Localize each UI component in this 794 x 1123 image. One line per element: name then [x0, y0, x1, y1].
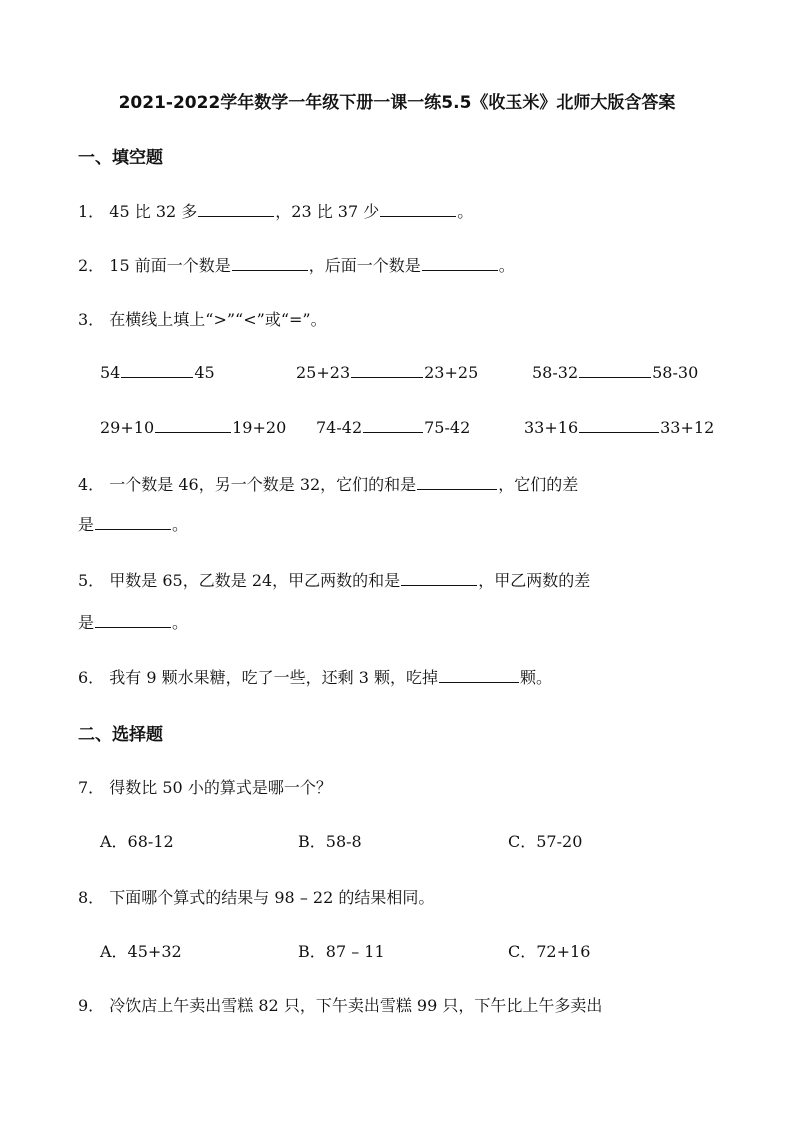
answer-blank[interactable]	[155, 418, 231, 433]
answer-blank[interactable]	[380, 202, 456, 217]
question-text: 是	[78, 613, 95, 632]
question-5-cont	[78, 610, 188, 633]
compare-right: 58-30	[652, 363, 699, 382]
answer-blank[interactable]	[422, 256, 498, 271]
question-1	[78, 199, 473, 222]
question-number: 3．	[78, 310, 105, 329]
question-number: 8．	[78, 888, 105, 907]
option-a[interactable]: A．68-12	[100, 832, 174, 851]
question-text: 45 比 32 多	[109, 202, 198, 221]
question-text: ，后面一个数是	[308, 256, 421, 275]
compare-left: 74-42	[316, 418, 363, 437]
question-number: 1．	[78, 202, 105, 221]
question-7	[78, 775, 332, 798]
section-heading-fill-blank: 一、填空题	[78, 148, 163, 168]
compare-item	[316, 418, 470, 437]
answer-blank[interactable]	[351, 363, 423, 378]
option-c[interactable]: C．57-20	[508, 832, 583, 851]
question-text: 。	[172, 515, 189, 534]
question-number: 7．	[78, 778, 105, 797]
answer-blank[interactable]	[232, 256, 308, 271]
question-text: 下面哪个算式的结果与 98 – 22 的结果相同。	[109, 888, 435, 907]
answer-blank[interactable]	[401, 571, 477, 586]
answer-blank[interactable]	[579, 363, 651, 378]
compare-left: 33+16	[524, 418, 579, 437]
compare-right: 19+20	[232, 418, 287, 437]
question-number: 5．	[78, 571, 105, 590]
question-text: 得数比 50 小的算式是哪一个？	[109, 778, 332, 797]
question-9	[78, 993, 602, 1016]
compare-right: 33+12	[660, 418, 715, 437]
answer-blank[interactable]	[198, 202, 274, 217]
question-text: 我有 9 颗水果糖，吃了一些，还剩 3 颗，吃掉	[109, 668, 438, 687]
answer-blank[interactable]	[439, 668, 519, 683]
question-number: 2．	[78, 256, 105, 275]
question-2	[78, 253, 515, 276]
option-a[interactable]: A．45+32	[100, 942, 182, 961]
compare-left: 29+10	[100, 418, 155, 437]
question-text: ，甲乙两数的差	[478, 571, 591, 590]
compare-item	[100, 363, 215, 382]
page-title: 2021-2022学年数学一年级下册一课一练5.5《收玉米》北师大版含答案	[118, 93, 676, 113]
question-4	[78, 472, 578, 495]
question-text: 在横线上填上“>”“<”或“=”。	[109, 310, 327, 329]
question-6	[78, 665, 552, 688]
answer-blank[interactable]	[95, 613, 171, 628]
option-b[interactable]: B．58-8	[298, 832, 362, 851]
answer-blank[interactable]	[95, 515, 171, 530]
question-text: 。	[498, 256, 515, 275]
question-text: 一个数是 46，另一个数是 32，它们的和是	[109, 475, 417, 494]
question-number: 9．	[78, 996, 105, 1015]
question-text: 。	[457, 202, 474, 221]
answer-blank[interactable]	[363, 418, 423, 433]
compare-left: 58-32	[532, 363, 579, 382]
question-text: 冷饮店上午卖出雪糕 82 只，下午卖出雪糕 99 只，下午比上午多卖出	[109, 996, 603, 1015]
question-number: 6．	[78, 668, 105, 687]
question-number: 4．	[78, 475, 105, 494]
question-text: 15 前面一个数是	[109, 256, 231, 275]
compare-left: 25+23	[296, 363, 351, 382]
compare-right: 45	[194, 363, 215, 382]
question-4-cont	[78, 512, 188, 535]
compare-item	[100, 418, 286, 437]
answer-blank[interactable]	[121, 363, 193, 378]
section-heading-choice: 二、选择题	[78, 725, 163, 745]
question-text: ，它们的差	[498, 475, 579, 494]
compare-left: 54	[100, 363, 121, 382]
question-text: 是	[78, 515, 95, 534]
question-text: 甲数是 65，乙数是 24，甲乙两数的和是	[109, 571, 401, 590]
question-8	[78, 885, 434, 908]
question-3	[78, 307, 327, 330]
compare-item	[532, 363, 698, 382]
question-5	[78, 568, 590, 591]
question-text: ，23 比 37 少	[275, 202, 380, 221]
answer-blank[interactable]	[579, 418, 659, 433]
question-text: 。	[172, 613, 189, 632]
compare-right: 75-42	[424, 418, 471, 437]
option-c[interactable]: C．72+16	[508, 942, 591, 961]
compare-right: 23+25	[424, 363, 479, 382]
option-b[interactable]: B．87 – 11	[298, 942, 385, 961]
answer-blank[interactable]	[417, 475, 497, 490]
question-text: 颗。	[520, 668, 553, 687]
compare-item	[524, 418, 714, 437]
compare-item	[296, 363, 478, 382]
